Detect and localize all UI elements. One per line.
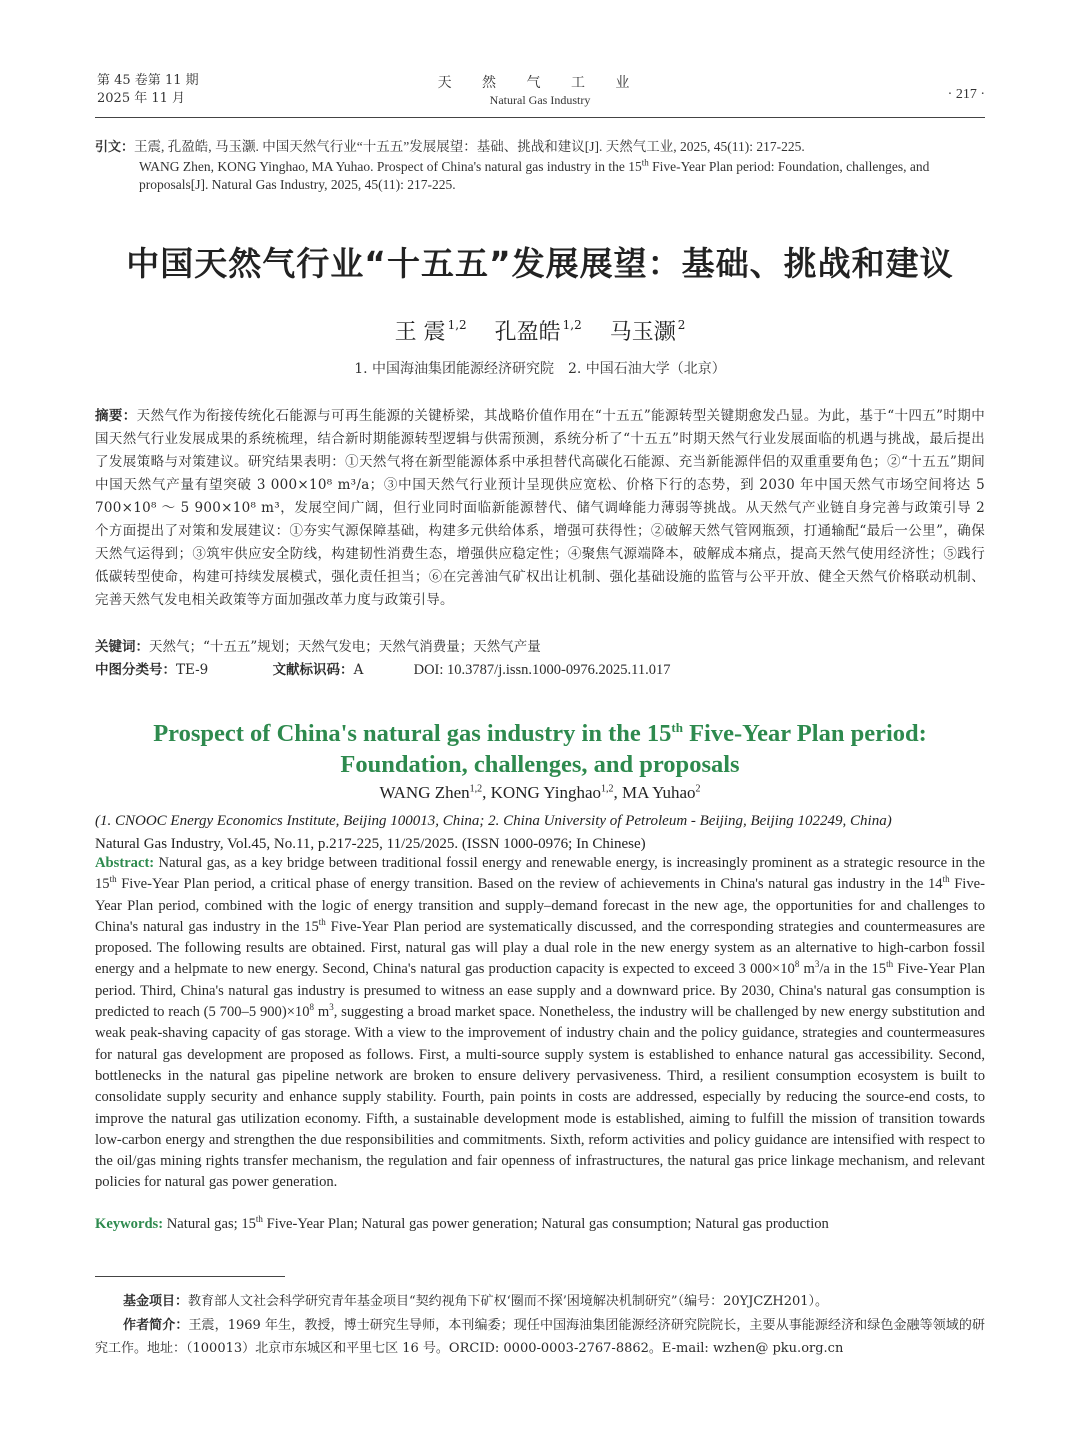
- keywords-en: Keywords: Natural gas; 15th Five-Year Plan; Natural gas power generation; Natural gas consumption; Natural gas production: [95, 1214, 829, 1232]
- author-affiliation-mark: 2: [677, 318, 686, 332]
- citation-label: 引文：: [95, 140, 135, 155]
- fund-text: 教育部人文社会科学研究青年基金项目“契约视角下矿权‘圈而不探’困境解决机制研究”（编号：20YJCZH201）。: [188, 1294, 829, 1309]
- affiliations-en: (1. CNOOC Energy Economics Institute, Beijing 100013, China; 2. China University of Petroleum - Beijing, Beijing 102249, China): [95, 813, 892, 829]
- footnote-rule: [95, 1276, 285, 1277]
- abstract-en-label: Abstract:: [95, 855, 155, 871]
- date-line: 2025 年 11 月: [97, 91, 186, 106]
- author-bio: [95, 1314, 985, 1360]
- author-cn: 孔盈皓: [494, 320, 561, 345]
- keywords-cn-label: 关键词：: [95, 639, 149, 655]
- journal-name: [0, 72, 1080, 108]
- keywords-cn: [95, 636, 985, 659]
- author-affiliation-mark: 1,2: [447, 318, 467, 332]
- volume-line: 第 45 卷第 11 期: [97, 73, 199, 88]
- journal-name-cn: 天 然 气 工 业: [437, 75, 643, 91]
- paper-title-cn: 中国天然气行业“十五五”发展展望：基础、挑战和建议: [126, 244, 954, 283]
- citation-cn: 王震, 孔盈皓, 马玉灏. 中国天然气行业“十五五”发展展望：基础、挑战和建议[J]. 天然气工业, 2025, 45(11): 217-225.: [134, 139, 805, 154]
- bio-label: 作者简介：: [123, 1318, 189, 1333]
- citation-en: WANG Zhen, KONG Yinghao, MA Yuhao. Prospect of China's natural gas industry in the 15th Five-Year Plan period: Foundation, challenges, and proposals[J]. Natural Gas Industry, 2025, 45(11): 217-225.: [139, 157, 930, 192]
- abstract-en: Abstract: Natural gas, as a key bridge between traditional fossil energy and renewable energy, is increasingly prominent as a strategic resource in the 15th Five-Year Plan period, a critical phase of energy transition. Based on the review of achievements in China's natural gas industry in the 14th Five-Year Plan period, combined with the logic of energy transition and supply–demand forecast in the new age, the opportunities for and challenges to China's natural gas industry in the 15th Five-Year Plan period are systematically discussed, and the corresponding strategies and countermeasures are proposed. The following results are obtained. First, natural gas will play a dual role in the new energy system as an alternative to high-carbon fossil energy and a helpmate to new energy. Second, China's natural gas production capacity is expected to exceed 3 $000\times 10^8$ $m^3/a$ in the 15th Five-Year Plan period. Third, China's natural gas industry is presumed to witness an ease supply and a downward price. By 2030, China's natural gas consumption is predicted to reach (5 700–5 $900)\times 10^8$ $m^3$, suggesting a broad market space. Nonetheless, the industry will be challenged by new energy substitution and weak peak-shaving capacity of gas storage. With a view to the improvement of industry chain and the policy guidance, strategies and countermeasures for natural gas development are proposed as follows. First, a multi-source supply system is established to enhance natural gas accessibility. Second, bottlenecks in the natural gas pipeline network are broken to ensure delivery pervasiveness. Third, a resilient consumption ecosystem is built to consolidate supply security and enhance supply stability. Fourth, pain points in costs are addressed, especially by reducing the source-end costs, to improve the natural gas utilization economy. Fifth, a sustainable development mode is established, aiming to fulfill the mission of transition towards low-carbon energy and strengthen the due responsibilities and commitments. Sixth, reform activities and policy guidance are intensified with respect to the oil/gas mining rights transfer mechanism, the regulation and fair openness of infrastructures, the natural gas price linkage mechanism, and relevant policies for natural gas power generation.: [95, 855, 985, 1191]
- abstract-cn: [95, 405, 985, 612]
- header-rule: [95, 117, 985, 118]
- citation-block: [95, 138, 985, 195]
- authors-en: WANG Zhen$^{1,2}$, KONG Yinghao$^{1,2}$, MA Yuhao$^2$: [379, 783, 701, 802]
- affiliations-cn: 1. 中国海油集团能源经济研究院 2. 中国石油大学（北京）: [354, 361, 726, 377]
- paper-title-en: Prospect of China's natural gas industry in the 15th Five-Year Plan period: Foundation, challenges, and proposals: [153, 720, 927, 779]
- author-en: WANG Zhen: [379, 783, 470, 802]
- bio-text: 王震，1969 年生，教授，博士研究生导师，本刊编委；现任中国海油集团能源经济研究院院长，主要从事能源经济和绿色金融等领域的研究工作。地址：（100013）北京市东城区和平里七区 16 号。ORCID: 0000-0003-2767-8862。E-mail: wzhen@ pku.org.cn: [95, 1318, 985, 1356]
- journal-info-en: Natural Gas Industry, Vol.45, No.11, p.217-225, 11/25/2025. (ISSN 1000-0976; In Chinese): [95, 836, 646, 852]
- clc-value: TE-9: [176, 662, 209, 678]
- abstract-cn-label: 摘要：: [95, 408, 137, 424]
- author-en: KONG Yinghao: [490, 783, 601, 802]
- authors-cn: [0, 315, 1080, 346]
- doc-code-label: 文献标识码：: [272, 662, 354, 678]
- journal-name-en: Natural Gas Industry: [489, 93, 591, 107]
- fund-label: 基金项目：: [123, 1294, 189, 1309]
- keywords-cn-text: 天然气；“十五五”规划；天然气发电；天然气消费量；天然气产量: [149, 639, 541, 655]
- author-cn: 王 震: [394, 320, 446, 345]
- abstract-cn-text: 天然气作为衔接传统化石能源与可再生能源的关键桥梁，其战略价值作用在“十五五”能源转型关键期愈发凸显。为此，基于“十四五”时期中国天然气行业发展成果的系统梳理，结合新时期能源转型逻辑与供需预测，系统分析了“十五五”时期天然气行业发展面临的机遇与挑战，最后提出了发展策略与对策建议。研究结果表明：①天然气将在新型能源体系中承担替代高碳化石能源、充当新能源伴侣的双重重要角色；②“十五五”期间中国天然气产量有望突破 3 000×10⁸ m³/a；③中国天然气行业预计呈现供应宽松、价格下行的态势，到 2030 年中国天然气市场空间将达 5 700×10⁸ ～ 5 900×10⁸ m³，发展空间广阔，但行业同时面临新能源替代、储气调峰能力薄弱等挑战。从天然气产业链自身完善与政策引导 2 个方面提出了对策和发展建议：①夯实气源保障基础，构建多元供给体系，增强可获得性；②破解天然气管网瓶颈，打通输配“最后一公里”，确保天然气运得到；③筑牢供应安全防线，构建韧性消费生态，增强供应稳定性；④聚焦气源端降本，破解成本痛点，提高天然气使用经济性；⑤践行低碳转型使命，构建可持续发展模式，强化责任担当；⑥在完善油气矿权出让机制、强化基础设施的监管与公平开放、健全天然气价格联动机制、完善天然气发电相关政策等方面加强改革力度与政策引导。: [95, 408, 985, 608]
- fund-note: [95, 1291, 985, 1313]
- keywords-en-label: Keywords:: [95, 1216, 164, 1232]
- clc-label: 中图分类号：: [95, 662, 176, 678]
- doc-code-value: A: [353, 662, 364, 678]
- classification-line: [95, 659, 985, 682]
- author-affiliation-mark: 1,2: [562, 318, 582, 332]
- page-number: · 217 ·: [947, 87, 985, 102]
- doi: DOI: 10.3787/j.issn.1000-0976.2025.11.017: [413, 662, 671, 678]
- author-cn: 马玉灏: [609, 320, 676, 345]
- author-en: MA Yuhao: [622, 783, 696, 802]
